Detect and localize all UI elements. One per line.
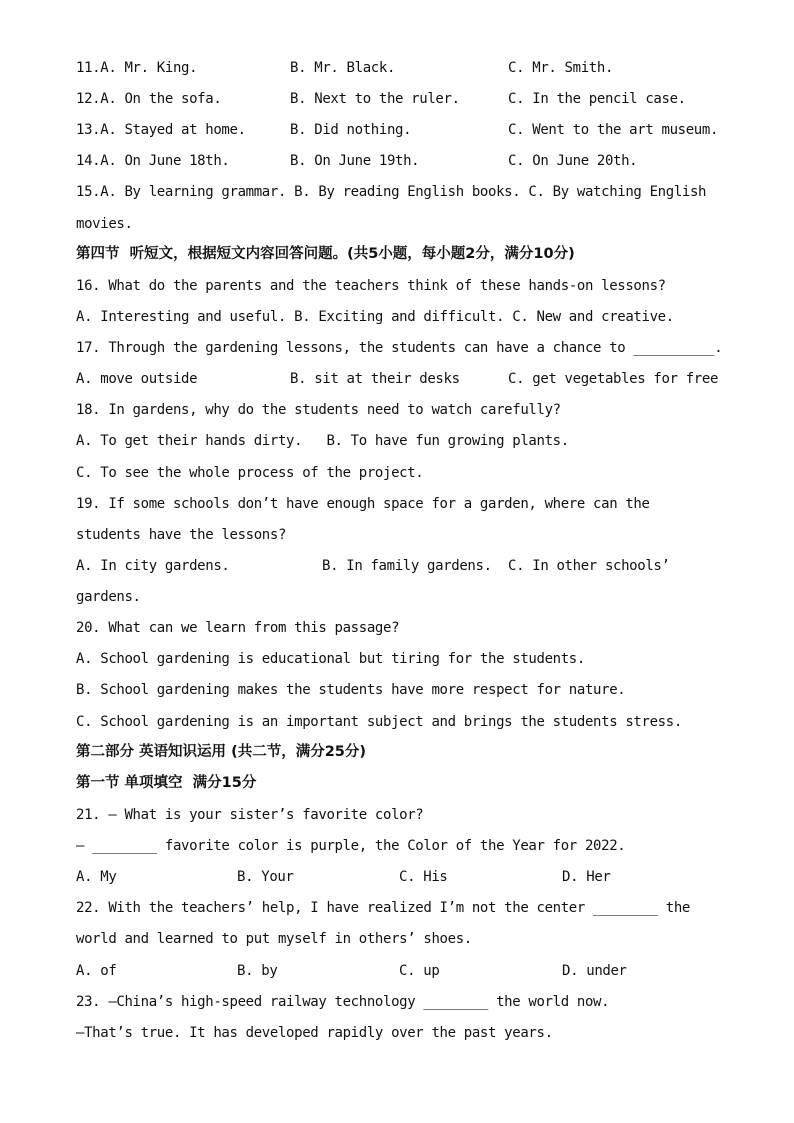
q22-option-a: A. of bbox=[76, 963, 117, 979]
q19-stem-line2: students have the lessons? bbox=[76, 527, 287, 543]
q22-option-c: C. up bbox=[399, 963, 440, 979]
q13-option-b: B. Did nothing. bbox=[290, 122, 412, 138]
q21-option-b: B. Your bbox=[237, 869, 294, 885]
q21-line1: 21. — What is your sister’s favorite color? bbox=[76, 807, 424, 823]
q22-line1: 22. With the teachers’ help, I have realized I’m not the center ________ the bbox=[76, 900, 690, 916]
q19-option-b: B. In family gardens. bbox=[322, 558, 492, 574]
q19-stem-line1: 19. If some schools don’t have enough space for a garden, where can the bbox=[76, 496, 650, 512]
q18-stem: 18. In gardens, why do the students need to watch carefully? bbox=[76, 402, 561, 418]
q18-option-c: C. To see the whole process of the project. bbox=[76, 465, 424, 481]
q17-option-a: A. move outside bbox=[76, 371, 198, 387]
q22-option-b: B. by bbox=[237, 963, 278, 979]
q16-stem: 16. What do the parents and the teachers think of these hands-on lessons? bbox=[76, 278, 666, 294]
section1-heading: 第一节 单项填空 满分15分 bbox=[76, 775, 257, 791]
section4-heading: 第四节 听短文，根据短文内容回答问题。(共5小题，每小题2分，满分10分) bbox=[76, 246, 575, 262]
q19-option-c: C. In other schools’ bbox=[508, 558, 670, 574]
q11-option-b: B. Mr. Black. bbox=[290, 60, 396, 76]
part2-heading: 第二部分 英语知识运用 (共二节，满分25分) bbox=[76, 744, 367, 760]
q17-stem: 17. Through the gardening lessons, the students can have a chance to __________. bbox=[76, 340, 723, 356]
q12-option-c: C. In the pencil case. bbox=[508, 91, 686, 107]
q23-line1: 23. —China’s high-speed railway technology ________ the world now. bbox=[76, 994, 610, 1010]
q18-options-ab: A. To get their hands dirty. B. To have fun growing plants. bbox=[76, 433, 569, 449]
q15-options-line2: movies. bbox=[76, 216, 133, 232]
q19-option-a: A. In city gardens. bbox=[76, 558, 230, 574]
q20-option-a: A. School gardening is educational but tiring for the students. bbox=[76, 651, 585, 667]
q21-option-a: A. My bbox=[76, 869, 117, 885]
q20-option-c: C. School gardening is an important subject and brings the students stress. bbox=[76, 714, 682, 730]
q23-line2: —That’s true. It has developed rapidly over the past years. bbox=[76, 1025, 553, 1041]
q13-option-a: 13.A. Stayed at home. bbox=[76, 122, 246, 138]
q17-option-c: C. get vegetables for free bbox=[508, 371, 719, 387]
q20-option-b: B. School gardening makes the students have more respect for nature. bbox=[76, 682, 626, 698]
q21-option-c: C. His bbox=[399, 869, 448, 885]
q14-option-a: 14.A. On June 18th. bbox=[76, 153, 230, 169]
q16-options: A. Interesting and useful. B. Exciting and difficult. C. New and creative. bbox=[76, 309, 674, 325]
q20-stem: 20. What can we learn from this passage? bbox=[76, 620, 400, 636]
q17-option-b: B. sit at their desks bbox=[290, 371, 460, 387]
q11-option-c: C. Mr. Smith. bbox=[508, 60, 614, 76]
q11-option-a: 11.A. Mr. King. bbox=[76, 60, 198, 76]
q14-option-b: B. On June 19th. bbox=[290, 153, 420, 169]
q13-option-c: C. Went to the art museum. bbox=[508, 122, 719, 138]
q22-line2: world and learned to put myself in others’ shoes. bbox=[76, 931, 472, 947]
q22-option-d: D. under bbox=[562, 963, 627, 979]
q15-options-line1: 15.A. By learning grammar. B. By reading English books. C. By watching English bbox=[76, 184, 707, 200]
q14-option-c: C. On June 20th. bbox=[508, 153, 638, 169]
q21-line2: — ________ favorite color is purple, the Color of the Year for 2022. bbox=[76, 838, 626, 854]
q21-option-d: D. Her bbox=[562, 869, 611, 885]
q19-option-c-cont: gardens. bbox=[76, 589, 141, 605]
q12-option-b: B. Next to the ruler. bbox=[290, 91, 460, 107]
q12-option-a: 12.A. On the sofa. bbox=[76, 91, 222, 107]
